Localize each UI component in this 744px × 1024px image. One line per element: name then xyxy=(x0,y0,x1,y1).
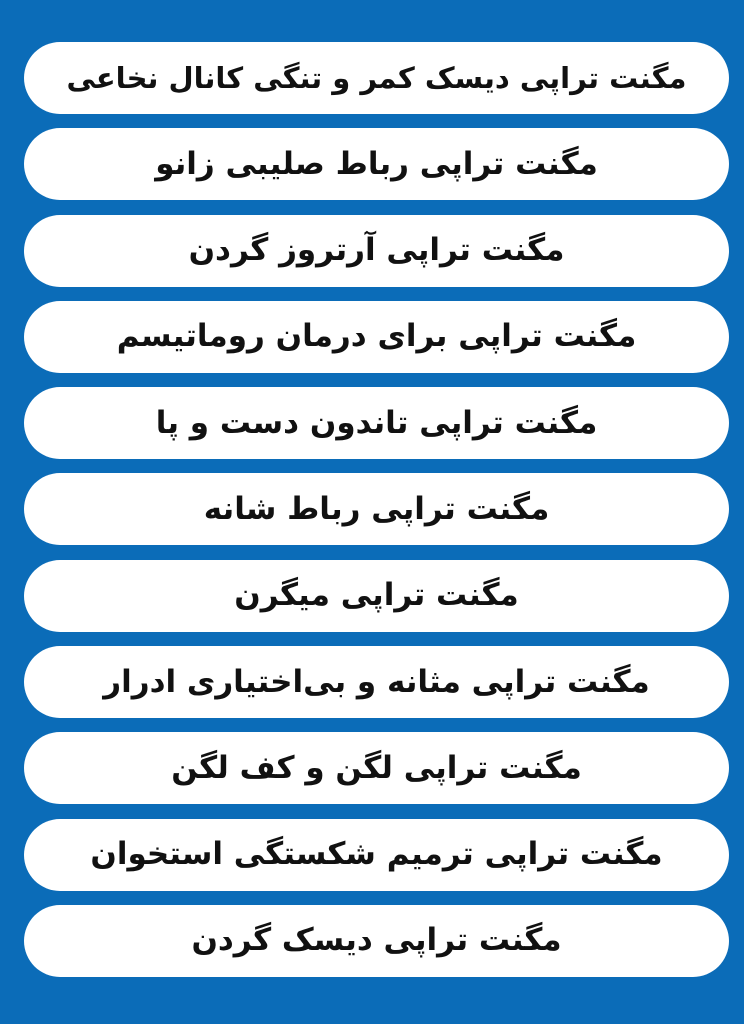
topic-item-knee-cruciate-ligament[interactable] xyxy=(24,128,729,200)
topic-item-rheumatism-treatment[interactable] xyxy=(24,301,729,373)
topic-label: مگنت تراپی رباط شانه xyxy=(203,490,550,527)
topic-label: مگنت تراپی برای درمان روماتیسم xyxy=(116,318,637,355)
topic-item-bladder-incontinence[interactable] xyxy=(24,646,729,718)
topic-item-migraine[interactable] xyxy=(24,560,729,632)
topic-item-hand-foot-tendon[interactable] xyxy=(24,387,729,459)
topic-item-neck-arthrosis[interactable] xyxy=(24,215,729,287)
topic-label: مگنت تراپی آرتروز گردن xyxy=(188,232,565,269)
topic-item-cervical-disc[interactable] xyxy=(24,905,729,977)
topic-item-shoulder-ligament[interactable] xyxy=(24,473,729,545)
topic-label: مگنت تراپی مثانه و بی‌اختیاری ادرار xyxy=(103,663,650,700)
topic-label: مگنت تراپی تاندون دست و پا xyxy=(155,404,598,441)
topic-item-pelvis-pelvic-floor[interactable] xyxy=(24,732,729,804)
therapy-topic-list xyxy=(24,42,729,991)
topic-label: مگنت تراپی دیسک گردن xyxy=(191,922,562,959)
topic-item-lumbar-disc-spinal-stenosis[interactable] xyxy=(24,42,729,114)
topic-label: مگنت تراپی رباط صلیبی زانو xyxy=(155,145,598,182)
topic-label: مگنت تراپی دیسک کمر و تنگی کانال نخاعی xyxy=(66,60,687,95)
topic-label: مگنت تراپی لگن و کف لگن xyxy=(171,749,582,786)
topic-label: مگنت تراپی ترمیم شکستگی استخوان xyxy=(90,836,663,873)
topic-label: مگنت تراپی میگرن xyxy=(234,577,519,614)
topic-item-bone-fracture-repair[interactable] xyxy=(24,819,729,891)
